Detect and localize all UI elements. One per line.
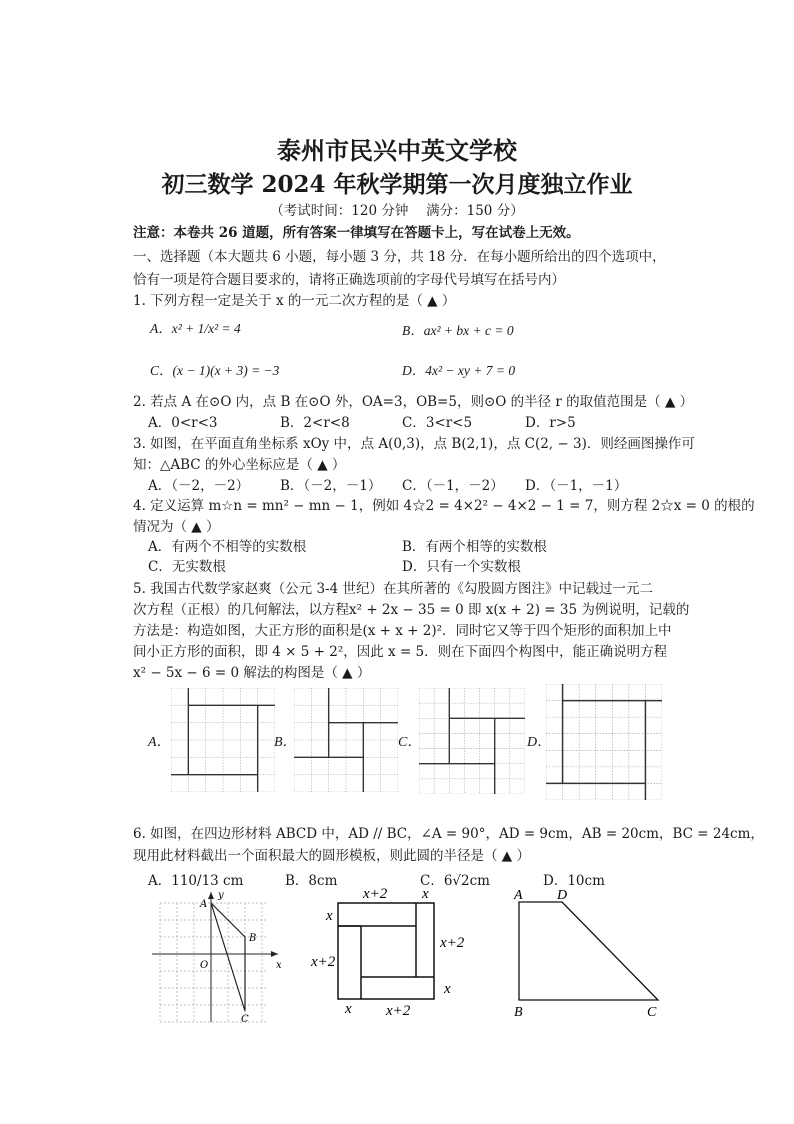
label-left-2: x+2: [311, 954, 336, 970]
q6-option-d: D．10cm: [543, 873, 605, 889]
q5-stem-3: 方法是：构造如图，大正方形的面积是(x + x + 2)²．同时它又等于四个矩形的面积加上中: [133, 623, 672, 639]
q3-stem-2: 知：△ABC 的外心坐标应是（ ▲ ）: [133, 457, 346, 473]
q2-option-b: B．2<r<8: [280, 415, 350, 431]
q5-stem-1: 5. 我国古代数学家赵爽（公元 3-4 世纪）在其所著的《勾股圆方图注》中记载过一元二: [133, 581, 653, 597]
label-right-1: x+2: [440, 935, 465, 951]
label-bottom-1: x: [345, 1001, 352, 1017]
zhao-shuang-square-figure: [305, 880, 485, 1020]
label-c: C: [241, 1014, 249, 1024]
grid-figure-d: [546, 684, 662, 800]
label-right-2: x: [444, 981, 451, 997]
q3-option-a: A．（－2，－2）: [148, 478, 250, 494]
q4-option-a: A．有两个不相等的实数根: [148, 539, 307, 555]
label-c: C: [647, 1005, 657, 1020]
grid-lines: [546, 684, 662, 800]
label-top-2: x: [422, 886, 429, 902]
q3-option-b: B．（－2，－1）: [280, 478, 382, 494]
grid-lines: [171, 688, 275, 792]
grid-figure-b: [294, 688, 398, 792]
label-a: A: [514, 888, 523, 903]
label-b: B: [514, 1005, 523, 1020]
q4-stem-2: 情况为（ ▲ ）: [133, 519, 220, 535]
q6-option-c: C．6√2cm: [420, 873, 490, 889]
q6-option-b: B．8cm: [285, 873, 338, 889]
q5-stem-2: 次方程（正根）的几何解法，以方程x² + 2x − 35 = 0 即 x(x + 2) = 35 为例说明，记载的: [133, 602, 690, 618]
coordinate-triangle-figure: [148, 888, 288, 1024]
q3-stem-1: 3. 如图，在平面直角坐标系 xOy 中，点 A(0,3)，点 B(2,1)，点 C(2, − 3)．则经画图操作可: [133, 436, 695, 452]
grid-figure-c: [419, 688, 525, 794]
q4-option-c: C．无实数根: [148, 559, 226, 575]
q4-option-d: D．只有一个实数根: [402, 559, 521, 575]
label-o: O: [200, 960, 209, 971]
label-y: y: [218, 890, 224, 901]
label-bottom-2: x+2: [386, 1003, 411, 1019]
q5-option-b: B．: [274, 735, 297, 750]
section-intro-1: 一、选择题（本大题共 6 小题，每小题 3 分，共 18 分．在每小题所给出的四个选项中，: [133, 249, 666, 265]
q3-option-d: D．（－1，－1）: [525, 478, 628, 494]
q5-option-c: C．: [398, 735, 422, 750]
notice: 注意：本卷共 26 道题，所有答案一律填写在答题卡上，写在试卷上无效。: [133, 225, 580, 241]
grid-lines: [294, 688, 398, 792]
label-left-1: x: [326, 908, 333, 924]
label-d: D: [557, 888, 568, 903]
q5-stem-5: x² − 5x − 6 = 0 解法的构图是（ ▲ ）: [133, 665, 371, 681]
q1-option-b: B．ax² + bx + c = 0: [402, 323, 514, 338]
grid-lines: [419, 688, 525, 794]
q2-option-c: C．3<r<5: [402, 415, 473, 431]
q6-stem-1: 6. 如图，在四边形材料 ABCD 中，AD // BC，∠A = 90°，AD = 9cm，AB = 20cm，BC = 24cm，: [133, 826, 764, 842]
q1-option-d: D．4x² − xy + 7 = 0: [402, 363, 516, 378]
section-intro-2: 恰有一项是符合题目要求的，请将正确选项前的字母代号填写在括号内）: [133, 272, 565, 288]
label-x: x: [276, 960, 282, 971]
school-name: 泰州市民兴中英文学校: [277, 136, 517, 165]
trapezoid-figure: [510, 885, 670, 1021]
q2-option-d: D．r>5: [525, 415, 576, 431]
q6-option-a: A．110/13 cm: [148, 873, 244, 889]
label-b: B: [249, 933, 257, 944]
label-top-1: x+2: [363, 886, 388, 902]
exam-info: （考试时间：120 分钟 满分：150 分）: [270, 203, 524, 219]
q6-stem-2: 现用此材料截出一个面积最大的圆形模板，则此圆的半径是（ ▲ ）: [133, 848, 530, 864]
q5-option-a: A．: [148, 735, 171, 750]
q1-stem: 1. 下列方程一定是关于 x 的一元二次方程的是（ ▲ ）: [133, 293, 456, 309]
exam-title: 初三数学 2024 年秋学期第一次月度独立作业: [161, 171, 633, 198]
q2-option-a: A．0<r<3: [148, 415, 218, 431]
q5-option-d: D．: [527, 735, 552, 750]
q5-stem-4: 间小正方形的面积，即 4 × 5 + 2²，因此 x = 5．则在下面四个构图中，能正确说明方程: [133, 644, 668, 660]
q1-option-c: C．(x − 1)(x + 3) = −3: [150, 363, 280, 378]
label-a: A: [200, 899, 208, 910]
q4-stem-1: 4. 定义运算 m☆n = mn² − mn − 1，例如 4☆2 = 4×2² − 4×2 − 1 = 7，则方程 2☆x = 0 的根的: [133, 498, 755, 514]
q2-stem: 2. 若点 A 在⊙O 内，点 B 在⊙O 外，OA=3，OB=5，则⊙O 的半径 r 的取值范围是（ ▲ ）: [133, 394, 694, 410]
q1-option-a: A．x² + 1/x² = 4: [150, 321, 241, 336]
q3-option-c: C．（－1，－2）: [402, 478, 504, 494]
grid-figure-a: [171, 688, 275, 792]
q4-option-b: B．有两个相等的实数根: [402, 539, 547, 555]
